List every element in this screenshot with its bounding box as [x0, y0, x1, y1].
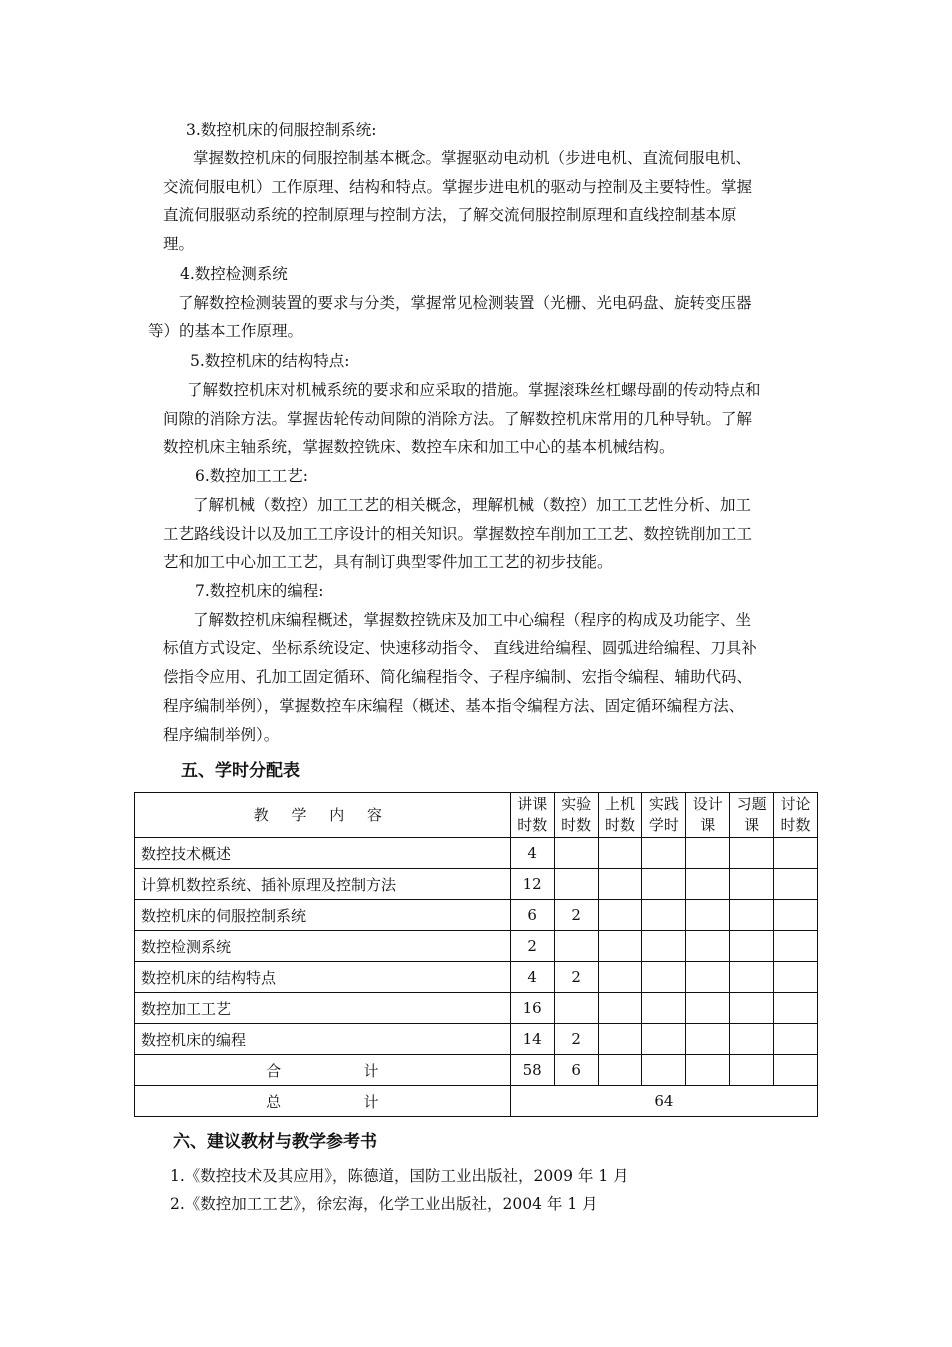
paragraph-line: 数控机床主轴系统，掌握数控铣床、数控车床和加工中心的基本机械结构。	[163, 438, 675, 456]
subtotal-label-a: 合	[266, 1061, 282, 1080]
header-practice-line1: 实践	[648, 795, 679, 813]
subheading-servo: 3.数控机床的伺服控制系统:	[186, 121, 377, 139]
row-empty	[730, 993, 774, 1024]
hours-table	[134, 792, 818, 1117]
subheading-structure: 5.数控机床的结构特点:	[190, 352, 350, 370]
paragraph-line: 艺和加工中心加工工艺，具有制订典型零件加工工艺的初步技能。	[163, 553, 613, 571]
section-heading-hours: 五、学时分配表	[181, 761, 300, 781]
header-design-line2: 课	[700, 816, 716, 834]
paragraph-line: 了解数控检测装置的要求与分类，掌握常见检测装置（光栅、光电码盘、旋转变压器	[178, 294, 752, 312]
row-empty	[598, 869, 642, 900]
table-row	[135, 900, 818, 931]
row-item: 数控检测系统	[135, 931, 511, 962]
row-lecture: 12	[510, 869, 554, 900]
row-lecture: 2	[510, 931, 554, 962]
header-discussion-line1: 讨论	[780, 795, 811, 813]
paragraph-line: 掌握数控机床的伺服控制基本概念。掌握驱动电动机（步进电机、直流伺服电机、	[193, 149, 752, 167]
row-lab: 2	[554, 962, 598, 993]
row-empty	[686, 869, 730, 900]
row-empty	[774, 1024, 818, 1055]
row-empty	[686, 931, 730, 962]
header-lab-line1: 实验	[561, 795, 592, 813]
row-empty	[598, 962, 642, 993]
table-row	[135, 1024, 818, 1055]
row-empty	[598, 1024, 642, 1055]
header-computer-line1: 上机	[604, 795, 635, 813]
row-empty	[774, 900, 818, 931]
row-empty	[598, 1055, 642, 1086]
subheading-detection: 4.数控检测系统	[180, 265, 288, 283]
table-row	[135, 931, 818, 962]
row-empty	[730, 1024, 774, 1055]
row-empty	[642, 900, 686, 931]
header-exercise-line2: 课	[744, 816, 760, 834]
row-item: 计算机数控系统、插补原理及控制方法	[135, 869, 511, 900]
row-empty	[686, 993, 730, 1024]
paragraph-line: 工艺路线设计以及加工工序设计的相关知识。掌握数控车削加工工艺、数控铣削加工工	[163, 525, 753, 543]
total-label-b: 计	[363, 1092, 379, 1111]
row-lab: 2	[554, 900, 598, 931]
row-empty	[730, 869, 774, 900]
row-lecture: 4	[510, 838, 554, 869]
paragraph-line: 等）的基本工作原理。	[148, 322, 304, 340]
header-lab	[554, 793, 598, 838]
paragraph-line: 理。	[163, 235, 195, 253]
row-empty	[774, 869, 818, 900]
header-exercise	[730, 793, 774, 838]
row-lecture: 16	[510, 993, 554, 1024]
total-label	[135, 1086, 511, 1117]
total-value: 64	[510, 1086, 817, 1117]
subtotal-lecture: 58	[510, 1055, 554, 1086]
reference-item: 1.《数控技术及其应用》，陈德道，国防工业出版社，2009 年 1 月	[170, 1167, 629, 1185]
header-content-label: 教 学 内 容	[253, 805, 392, 824]
header-lecture	[510, 793, 554, 838]
row-empty	[730, 838, 774, 869]
row-empty	[642, 1024, 686, 1055]
row-empty	[730, 900, 774, 931]
row-empty	[730, 962, 774, 993]
row-lab: 2	[554, 1024, 598, 1055]
row-empty	[774, 931, 818, 962]
row-lab	[554, 931, 598, 962]
table-row	[135, 838, 818, 869]
row-lab	[554, 838, 598, 869]
paragraph-line: 间隙的消除方法。掌握齿轮传动间隙的消除方法。了解数控机床常用的几种导轨。了解	[163, 410, 753, 428]
table-row	[135, 993, 818, 1024]
header-practice	[642, 793, 686, 838]
row-empty	[642, 838, 686, 869]
header-lecture-line1: 讲课	[517, 795, 548, 813]
row-empty	[598, 931, 642, 962]
total-label-a: 总	[266, 1092, 282, 1111]
row-empty	[730, 1055, 774, 1086]
row-empty	[598, 838, 642, 869]
subheading-process: 6.数控加工工艺:	[195, 467, 309, 485]
row-empty	[642, 962, 686, 993]
header-computer-line2: 时数	[604, 816, 635, 834]
paragraph-line: 程序编制举例）。	[163, 726, 280, 744]
row-empty	[642, 1055, 686, 1086]
table-header-row	[135, 793, 818, 838]
paragraph-line: 标值方式设定、坐标系统设定、快速移动指令、 直线进给编程、圆弧进给编程、刀具补	[163, 639, 757, 657]
header-design	[686, 793, 730, 838]
paragraph-line: 直流伺服驱动系统的控制原理与控制方法，了解交流伺服控制原理和直线控制基本原	[163, 206, 737, 224]
row-empty	[642, 931, 686, 962]
subtotal-row	[135, 1055, 818, 1086]
row-item: 数控加工工艺	[135, 993, 511, 1024]
reference-item: 2.《数控加工工艺》，徐宏海，化学工业出版社，2004 年 1 月	[170, 1195, 598, 1213]
table-row	[135, 869, 818, 900]
total-row	[135, 1086, 818, 1117]
header-discussion	[774, 793, 818, 838]
row-lecture: 14	[510, 1024, 554, 1055]
row-empty	[774, 838, 818, 869]
subtotal-label	[135, 1055, 511, 1086]
row-item: 数控机床的编程	[135, 1024, 511, 1055]
row-empty	[686, 1055, 730, 1086]
row-empty	[686, 838, 730, 869]
row-empty	[730, 931, 774, 962]
header-exercise-line1: 习题	[736, 795, 767, 813]
row-empty	[686, 962, 730, 993]
paragraph-line: 了解机械（数控）加工工艺的相关概念，理解机械（数控）加工工艺性分析、加工	[193, 496, 752, 514]
row-empty	[642, 993, 686, 1024]
row-lab	[554, 993, 598, 1024]
row-lecture: 4	[510, 962, 554, 993]
row-empty	[686, 1024, 730, 1055]
subheading-programming: 7.数控机床的编程:	[195, 582, 324, 600]
row-empty	[598, 900, 642, 931]
row-item: 数控机床的伺服控制系统	[135, 900, 511, 931]
row-lecture: 6	[510, 900, 554, 931]
subtotal-lab: 6	[554, 1055, 598, 1086]
paragraph-line: 交流伺服电机）工作原理、结构和特点。掌握步进电机的驱动与控制及主要特性。掌握	[163, 178, 753, 196]
header-discussion-line2: 时数	[780, 816, 811, 834]
paragraph-line: 程序编制举例），掌握数控车床编程（概述、基本指令编程方法、固定循环编程方法、	[163, 697, 745, 715]
header-lab-line2: 时数	[561, 816, 592, 834]
row-empty	[686, 900, 730, 931]
header-computer	[598, 793, 642, 838]
header-practice-line2: 学时	[648, 816, 679, 834]
paragraph-line: 了解数控机床编程概述，掌握数控铣床及加工中心编程（程序的构成及功能字、坐	[193, 611, 752, 629]
table-row	[135, 962, 818, 993]
row-empty	[774, 962, 818, 993]
row-empty	[598, 993, 642, 1024]
row-item: 数控机床的结构特点	[135, 962, 511, 993]
paragraph-line: 偿指令应用、孔加工固定循环、简化编程指令、子程序编制、宏指令编程、辅助代码、	[163, 668, 753, 686]
row-empty	[774, 1055, 818, 1086]
subtotal-label-b: 计	[363, 1061, 379, 1080]
header-design-line1: 设计	[692, 795, 723, 813]
paragraph-line: 了解数控机床对机械系统的要求和应采取的措施。掌握滚珠丝杠螺母副的传动特点和	[187, 381, 761, 399]
row-empty	[774, 993, 818, 1024]
section-heading-references: 六、建议教材与教学参考书	[173, 1132, 377, 1152]
row-lab	[554, 869, 598, 900]
header-content	[135, 793, 511, 838]
row-empty	[642, 869, 686, 900]
row-item: 数控技术概述	[135, 838, 511, 869]
header-lecture-line2: 时数	[517, 816, 548, 834]
